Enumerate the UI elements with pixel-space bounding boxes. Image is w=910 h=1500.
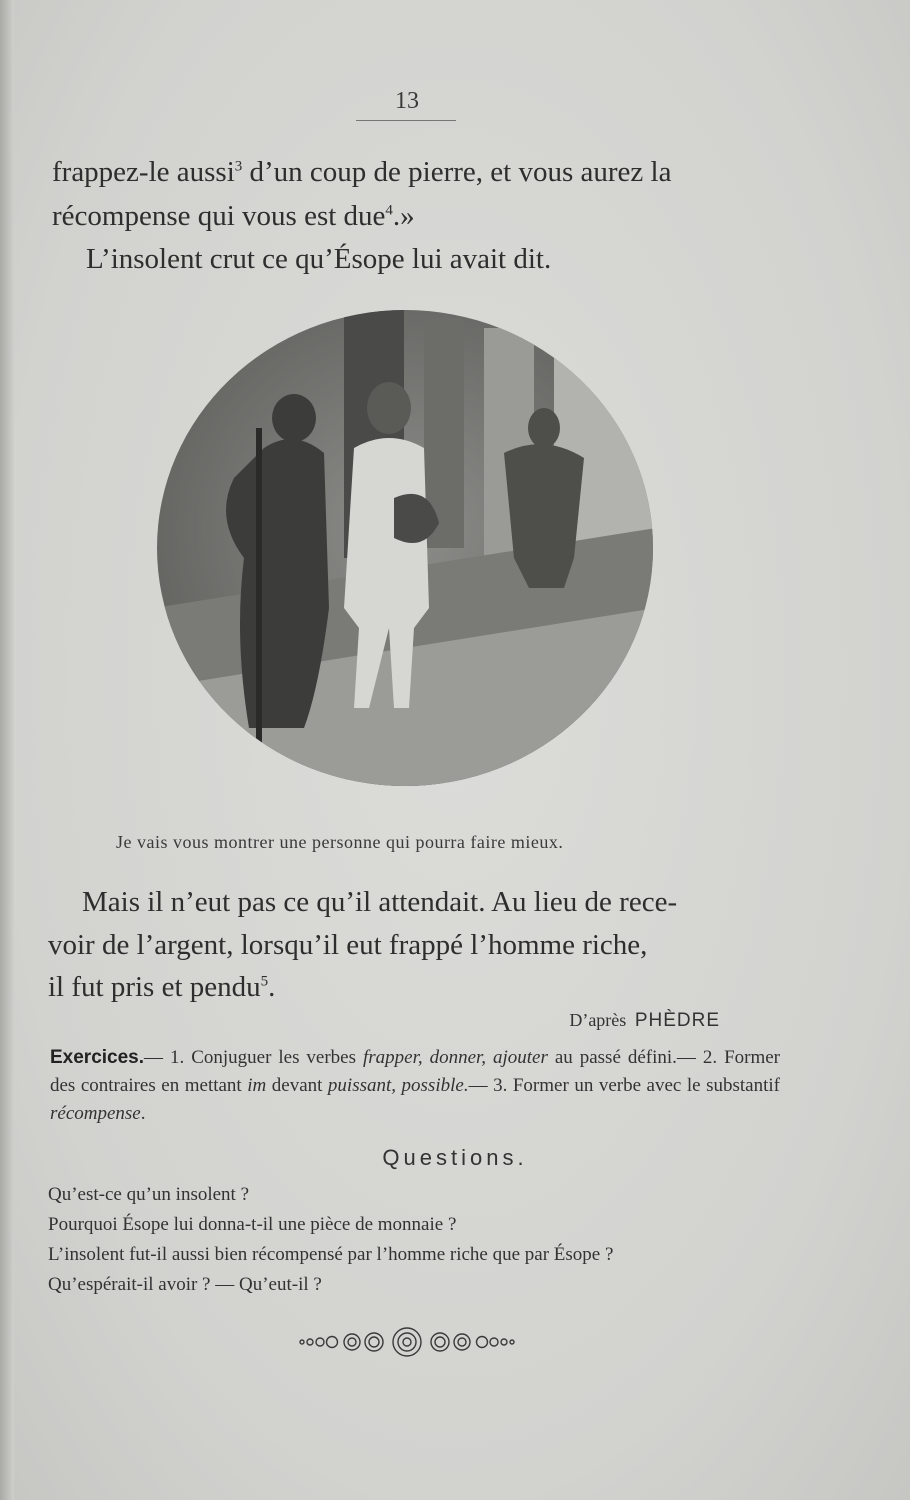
story-line-3: L’insolent crut ce qu’Ésope lui avait dit. — [86, 243, 552, 275]
question-item: Qu’est-ce qu’un insolent ? — [48, 1184, 250, 1205]
page-number-rule — [356, 120, 456, 121]
exercise-text: au passé défini.— 2. Former des contraires en mettant — [50, 1047, 781, 1096]
story-text: il fut pris et pendu — [48, 971, 261, 1003]
story-line-1 — [52, 150, 671, 194]
exercise-text: — 3. Former un verbe avec le substantif — [468, 1075, 780, 1096]
questions-list — [48, 1180, 613, 1300]
decorative-ornament-icon — [282, 1322, 532, 1362]
source-attribution — [569, 1010, 720, 1032]
question-item: Pourquoi Ésope lui donna-t-il une pièce de monnaie ? — [48, 1214, 457, 1235]
question-item: L’insolent fut-il aussi bien récompensé par l’homme riche que par Ésope ? — [48, 1244, 614, 1265]
illustration-caption: Je vais vous montrer une personne qui pourra faire mieux. — [116, 832, 564, 852]
story-line-4: Mais il n’eut pas ce qu’il attendait. Au lieu de rece- — [82, 886, 678, 918]
exercise-text: . — [140, 1103, 146, 1124]
story-text: . — [268, 971, 276, 1003]
story-text: récompense qui vous est due — [52, 200, 386, 232]
exercises-block — [50, 1044, 780, 1128]
attribution-author: PHÈDRE — [634, 1010, 720, 1031]
story-line-6 — [48, 965, 275, 1009]
exercises-heading: Exercices. — [50, 1047, 145, 1068]
footnote-ref: 3 — [234, 158, 243, 175]
story-line-2 — [52, 194, 415, 238]
footnote-ref: 4 — [385, 202, 393, 219]
exercise-italic: im — [247, 1075, 267, 1096]
question-item: Qu’espérait-il avoir ? — Qu’eut-il ? — [48, 1274, 322, 1295]
exercise-italic: récompense — [50, 1103, 141, 1124]
questions-title: Questions. — [382, 1145, 528, 1170]
story-text: frappez-le aussi — [52, 156, 235, 188]
exercise-italic: puissant, possible. — [327, 1075, 469, 1096]
page-spine-shadow — [0, 0, 14, 1500]
story-text: .» — [392, 200, 415, 232]
exercise-text: — 1. Conjuguer les verbes — [144, 1047, 363, 1068]
exercise-italic: frapper, donner, ajouter — [362, 1047, 548, 1068]
footnote-ref: 5 — [260, 973, 269, 990]
page-number: 13 — [395, 88, 419, 114]
exercise-text: devant — [266, 1075, 328, 1096]
story-text: d’un coup de pierre, et vous aurez la — [242, 156, 672, 188]
attribution-prefix: D’après — [569, 1010, 627, 1030]
circular-illustration — [154, 308, 656, 798]
story-line-5: voir de l’argent, lorsqu’il eut frappé l’homme riche, — [48, 929, 648, 961]
